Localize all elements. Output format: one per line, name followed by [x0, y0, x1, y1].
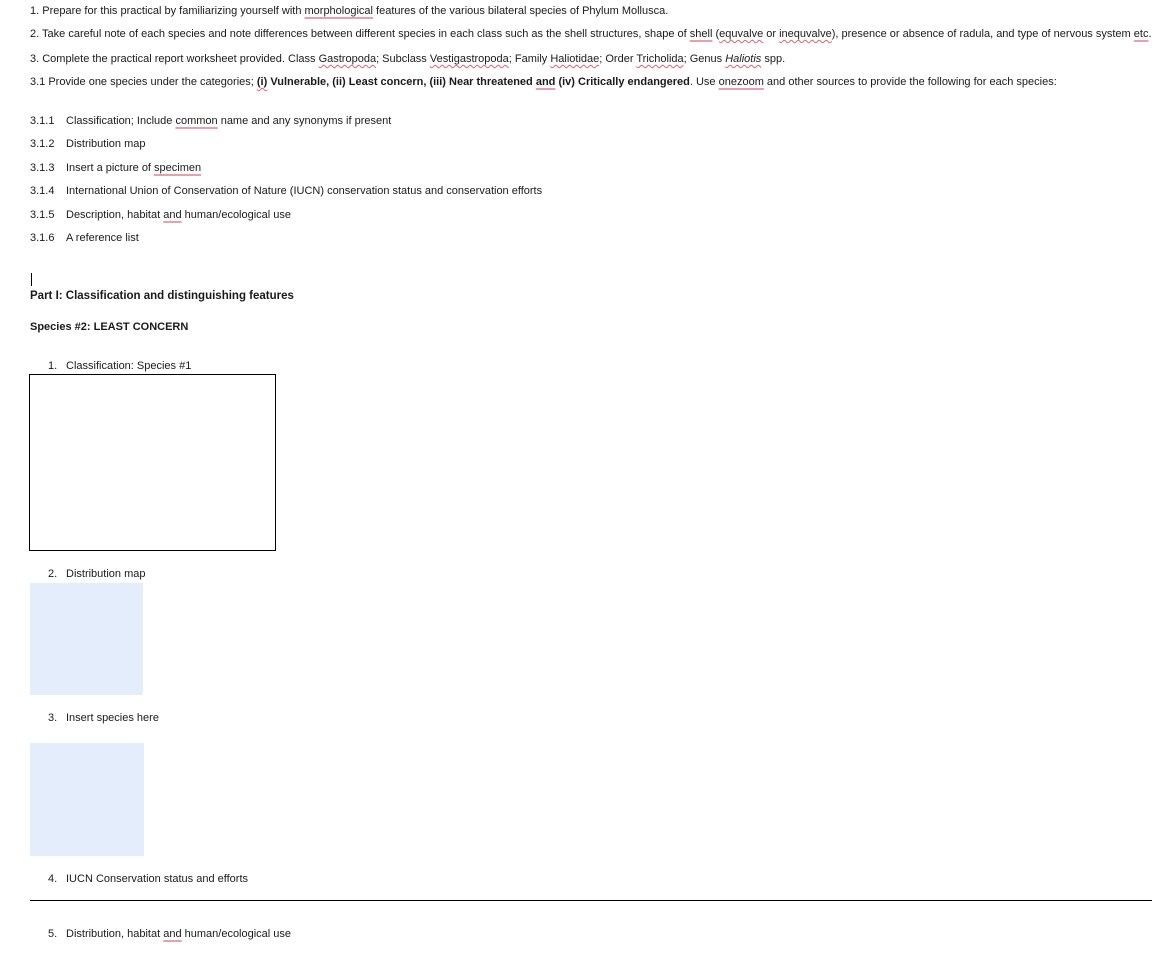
instruction-3[interactable] — [30, 52, 785, 66]
spellcheck-word-specimen[interactable]: specimen — [154, 162, 202, 174]
instruction-3-text-g: ; Order — [599, 53, 637, 65]
list-number: 3. — [48, 712, 58, 724]
instruction-3-text-k: spp. — [761, 53, 786, 65]
instruction-2-text-g: ), presence or absence of radula, and type of nervous system — [831, 28, 1134, 40]
classification-text-box[interactable] — [29, 374, 276, 551]
instruction-3-1-text-f: . Use — [689, 76, 719, 88]
subitem-3-1-1[interactable] — [30, 114, 391, 128]
section-3-label[interactable] — [48, 711, 159, 725]
subitem-text-a: A reference list — [66, 232, 139, 244]
instruction-2-text-i: . — [1148, 28, 1152, 40]
spellcheck-word-etc[interactable]: etc — [1133, 28, 1149, 40]
instruction-1-text-a: 1. Prepare for this practical by familiarizing yourself with — [30, 5, 305, 17]
subitem-text-a: Insert a picture of — [66, 162, 155, 174]
instruction-2[interactable] — [30, 27, 1152, 41]
instruction-1-text-c: features of the various bilateral species of Phylum Mollusca. — [372, 5, 669, 17]
spellcheck-word-haliotidae[interactable]: Haliotidae — [550, 53, 600, 65]
subitem-text-a: Distribution map — [66, 138, 146, 150]
instruction-3-1-text-e: (iv) Critically endangered — [555, 76, 690, 88]
species-image-placeholder[interactable] — [30, 743, 144, 856]
spellcheck-word-gastropoda[interactable]: Gastropoda — [318, 53, 377, 65]
section-text-c: human/ecological use — [181, 928, 292, 940]
list-number: 2. — [48, 568, 58, 580]
section-text: IUCN Conservation status and efforts — [66, 873, 248, 885]
subitem-text-a: Description, habitat — [66, 209, 164, 221]
part1-heading[interactable]: Part I: Classification and distinguishing features — [30, 290, 294, 302]
spellcheck-word-vestigastropoda[interactable]: Vestigastropoda — [429, 53, 509, 65]
text-cursor — [31, 273, 32, 286]
instruction-3-1-text-c: Vulnerable, (ii) Least concern, (iii) Near threatened — [267, 76, 536, 88]
instruction-3-1[interactable] — [30, 75, 1057, 89]
horizontal-rule — [30, 900, 1152, 901]
subitem-text-c: human/ecological use — [181, 209, 292, 221]
instruction-3-text-a: 3. Complete the practical report worksheet provided. Class — [30, 53, 319, 65]
spellcheck-word-shell[interactable]: shell — [689, 28, 713, 40]
subitem-3-1-3[interactable] — [30, 161, 201, 175]
distribution-map-image-placeholder[interactable] — [30, 583, 143, 695]
instruction-3-text-e: ; Family — [508, 53, 551, 65]
spellcheck-word-i[interactable]: (i) — [256, 76, 268, 88]
species-heading[interactable]: Species #2: LEAST CONCERN — [30, 321, 189, 333]
subitem-text-a: International Union of Conservation of Nature (IUCN) conservation status and conservation efforts — [66, 185, 543, 197]
spellcheck-word-inequvalve[interactable]: inequvalve — [779, 28, 832, 40]
list-number: 1. — [48, 360, 58, 372]
spellcheck-word-tricholida[interactable]: Tricholida — [636, 53, 684, 65]
instruction-3-1-text-h: and other sources to provide the following for each species: — [763, 76, 1057, 88]
instruction-3-1-text-a: 3.1 Provide one species under the categories; — [30, 76, 257, 88]
subitem-number: 3.1.6 — [30, 232, 55, 244]
list-number: 5. — [48, 928, 58, 940]
spellcheck-word-common[interactable]: common — [175, 115, 218, 127]
subitem-number: 3.1.1 — [30, 115, 55, 127]
instruction-1[interactable] — [30, 4, 668, 18]
subitem-text-c: name and any synonyms if present — [217, 115, 392, 127]
instruction-2-text-a: 2. Take careful note of each species and note differences between different species in each class such as the shell structures, shape of — [30, 28, 690, 40]
subitem-3-1-2[interactable] — [30, 137, 145, 151]
instruction-3-text-c: ; Subclass — [376, 53, 430, 65]
subitem-number: 3.1.2 — [30, 138, 55, 150]
subitem-text-a: Classification; Include — [66, 115, 176, 127]
section-text: Classification: Species #1 — [66, 360, 192, 372]
subitem-number: 3.1.5 — [30, 209, 55, 221]
section-5-label[interactable] — [48, 927, 291, 941]
section-4-label[interactable] — [48, 872, 248, 886]
subitem-number: 3.1.3 — [30, 162, 55, 174]
section-1-label[interactable] — [48, 359, 191, 373]
subitem-3-1-4[interactable] — [30, 184, 542, 198]
subitem-number: 3.1.4 — [30, 185, 55, 197]
spellcheck-word-and[interactable]: and — [163, 928, 182, 940]
spellcheck-word-and[interactable]: and — [163, 209, 182, 221]
section-text: Insert species here — [66, 712, 159, 724]
section-text: Distribution map — [66, 568, 146, 580]
instruction-2-text-c: ( — [712, 28, 720, 40]
spellcheck-word-morphological[interactable]: morphological — [304, 5, 373, 17]
subitem-3-1-5[interactable] — [30, 208, 291, 222]
spellcheck-word-and[interactable]: and — [535, 76, 556, 88]
instruction-3-text-i: ; Genus — [683, 53, 726, 65]
section-2-label[interactable] — [48, 567, 145, 581]
section-text-a: Distribution, habitat — [66, 928, 164, 940]
spellcheck-word-haliotis[interactable]: Haliotis — [725, 53, 762, 65]
spellcheck-word-onezoom[interactable]: onezoom — [718, 76, 764, 88]
list-number: 4. — [48, 873, 58, 885]
spellcheck-word-equvalve[interactable]: equvalve — [719, 28, 764, 40]
subitem-3-1-6[interactable] — [30, 231, 139, 245]
instruction-2-text-e: or — [763, 28, 780, 40]
